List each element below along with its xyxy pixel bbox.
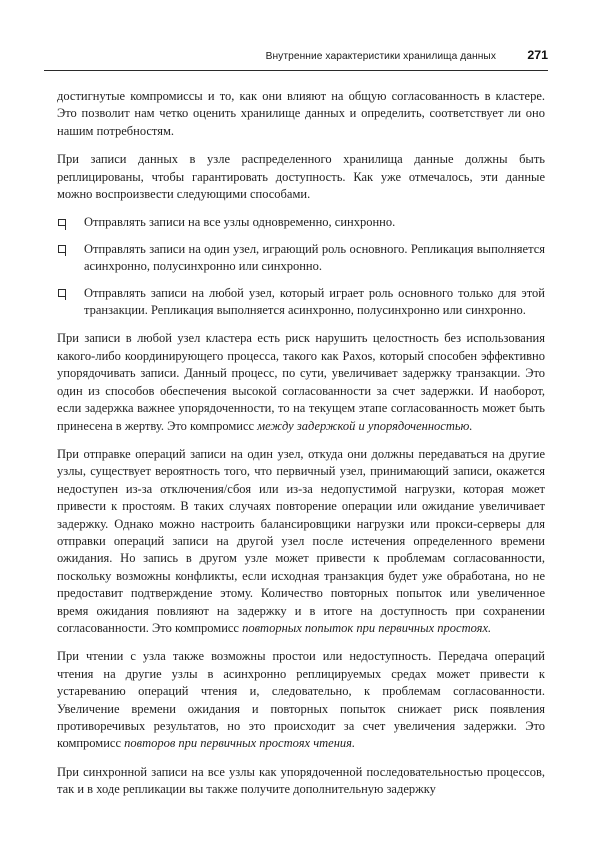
square-bullet-icon xyxy=(58,245,66,253)
paragraph-1: достигнутые компромиссы и то, как они влияют на общую согласованность в кластере. Это позволит нам четко оценить хранилище данных и определить, соответствует ли оно нашим потребностям. xyxy=(57,89,545,138)
list-item xyxy=(57,241,545,276)
list-item-text: Отправлять записи на все узлы одновременно, синхронно. xyxy=(84,215,396,230)
list-item xyxy=(57,214,545,231)
running-head xyxy=(44,48,548,62)
list-item-text: Отправлять записи на любой узел, который играет роль основного только для этой транзакции. Репликация выполняется асинхронно, полусинхронно или синхронно. xyxy=(84,285,545,318)
paragraph-2: При записи данных в узле распределенного хранилища данные должны быть реплицированы, чтобы гарантировать доступность. Как уже отмечалось, эти данные можно воспроизвести следующими способами. xyxy=(57,152,545,202)
paragraph-4 xyxy=(57,446,545,637)
page-number: 271 xyxy=(527,48,548,62)
paragraph-4-emphasis: повторных попыток при первичных простоях. xyxy=(242,620,492,635)
paragraph-6: При синхронной записи на все узлы как упорядоченной последовательностью процессов, так и в ходе репликации вы также получите дополнительную задержку xyxy=(57,764,545,797)
paragraph-3-emphasis: между задержкой и упорядоченностью. xyxy=(257,418,473,433)
running-head-title: Внутренние характеристики хранилища данных xyxy=(265,51,496,62)
header-rule xyxy=(44,70,548,71)
list-item-text: Отправлять записи на один узел, играющий роль основного. Репликация выполняется асинхронно, полусинхронно или синхронно. xyxy=(84,241,545,274)
square-bullet-icon xyxy=(58,219,66,227)
paragraph-5-emphasis: повторов при первичных простоях чтения. xyxy=(124,736,356,751)
paragraph-3-text: При записи в любой узел кластера есть риск нарушить целостность без использования какого-либо координирующего процесса, такого как Paxos, который способен эффективно упорядочивать записи. Данный процесс, по сути, увеличивает задержку транзакции. Это один из способов обеспечения высокой согласованности за счет задержки. И наоборот, если задержка важнее упорядоченности, то на текущем этапе согласованность может быть принесена в жертву. Это компромисс xyxy=(57,331,545,433)
paragraph-4-text: При отправке операций записи на один узел, откуда они должны передаваться на другие узлы, существует вероятность того, что первичный узел, принимающий записи, окажется недоступен из-за отключения/сбоя или из-за недопустимой нагрузки, которая может привести к простоям. В таких случаях повторение операции или ожидание увеличивает задержку. Однако можно настроить балансировщики нагрузки или прокси-серверы для отправки операций записи на другой узел после истечения определенного времени ожидания. Но запись в другом узле может привести к проблемам согласованности, поскольку возможны конфликты, если исходная транзакция будет уже обработана, но не предоставит подтверждение этому. Количество повторных попыток или увеличенное время ожидания повлияют на задержку и в итоге на доступность при сохранении согласованности. Это компромисс xyxy=(57,446,545,635)
replication-methods-list xyxy=(57,214,545,319)
body-text-block xyxy=(57,88,545,799)
paragraph-5 xyxy=(57,648,545,752)
paragraph-3 xyxy=(57,330,545,434)
paragraph-5-text: При чтении с узла также возможны простои или недоступность. Передача операций чтения на другие узлы в асинхронно реплицируемых средах может привести к устареванию операций чтения и, следовательно, к проблемам согласованности. Увеличение времени ожидания и повторных попыток снижает риск появления противоречивых результатов, но это происходит за счет увеличения задержки. Это компромисс xyxy=(57,649,545,751)
square-bullet-icon xyxy=(58,289,66,297)
list-item xyxy=(57,285,545,320)
